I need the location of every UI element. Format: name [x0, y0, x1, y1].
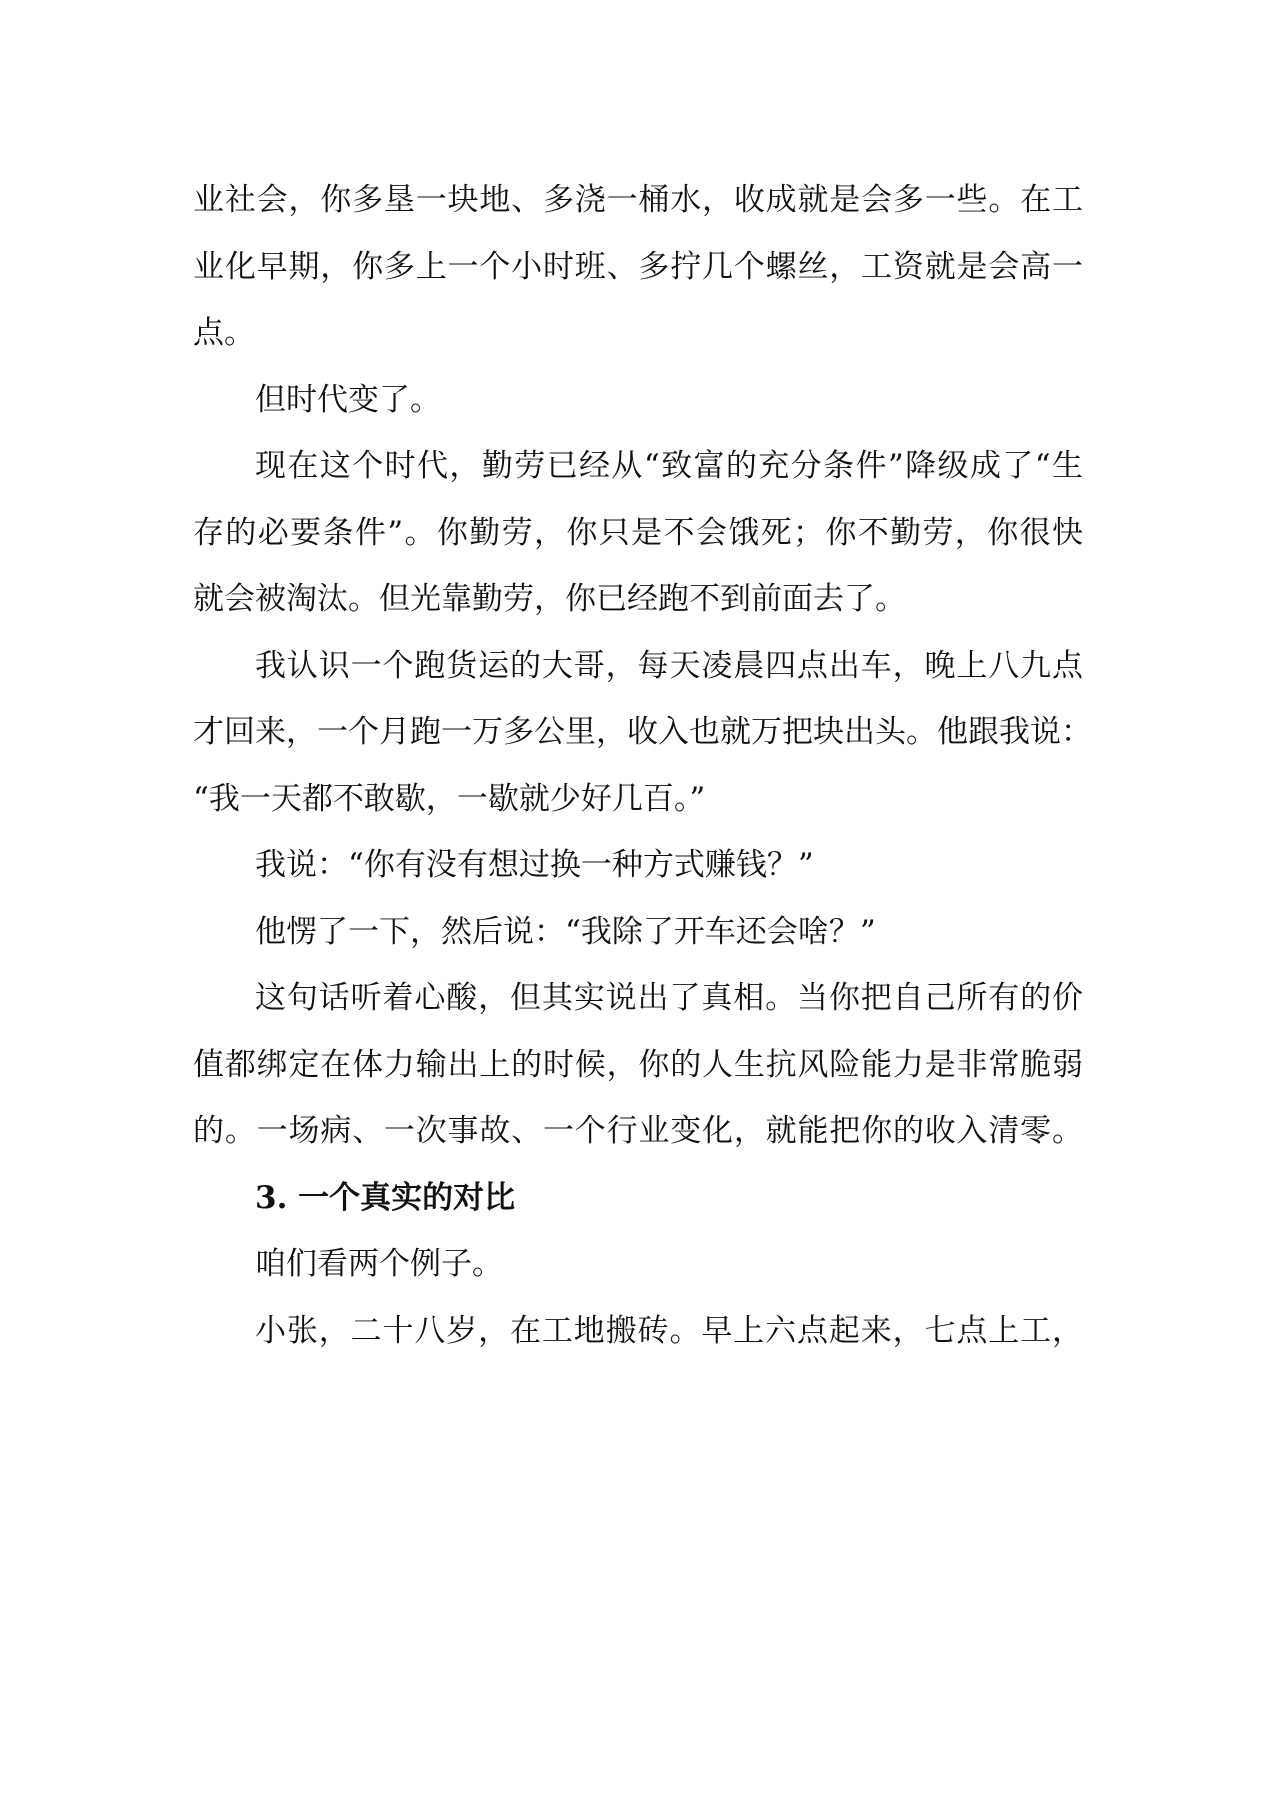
dialogue-line: 我说：“你有没有想过换一种方式赚钱？” [255, 847, 814, 883]
body-text [193, 167, 1092, 1364]
section-heading: 3. 一个真实的对比 [255, 1179, 516, 1216]
paragraph-line: 咱们看两个例子。 [255, 1246, 503, 1282]
text-line: 才回来，一个月跑一万多公里，收入也就万把块出头。他跟我说： [193, 714, 1092, 750]
text-line: 就会被淘汰。但光靠勤劳，你已经跑不到前面去了。 [193, 581, 906, 617]
text-line: 的。一场病、一次事故、一个行业变化，就能把你的收入清零。 [193, 1113, 1083, 1149]
paragraph-line: 现在这个时代，勤劳已经从“致富的充分条件”降级成了“生 [255, 448, 1083, 484]
text-line: 值都绑定在体力输出上的时候，你的人生抗风险能力是非常脆弱 [193, 1046, 1083, 1083]
paragraph-line: 小张，二十八岁，在工地搬砖。早上六点起来，七点上工， [255, 1312, 1083, 1349]
paragraph-line: 这句话听着心酸，但其实说出了真相。当你把自己所有的价 [255, 980, 1083, 1016]
paragraph-line: 我认识一个跑货运的大哥，每天凌晨四点出车，晚上八九点 [255, 647, 1083, 684]
text-line: 点。 [193, 315, 255, 351]
text-line: 业社会，你多垦一块地、多浇一桶水，收成就是会多一些。在工 [193, 182, 1083, 218]
text-line: 业化早期，你多上一个小时班、多拧几个螺丝，工资就是会高一 [193, 248, 1083, 285]
paragraph-line: 但时代变了。 [255, 381, 441, 418]
text-line: 存的必要条件”。你勤劳，你只是不会饿死；你不勤劳，你很快 [193, 514, 1083, 551]
quote-line: “我一天都不敢歇，一歇就少好几百。” [193, 780, 706, 817]
dialogue-line: 他愣了一下，然后说：“我除了开车还会啥？” [255, 913, 876, 950]
